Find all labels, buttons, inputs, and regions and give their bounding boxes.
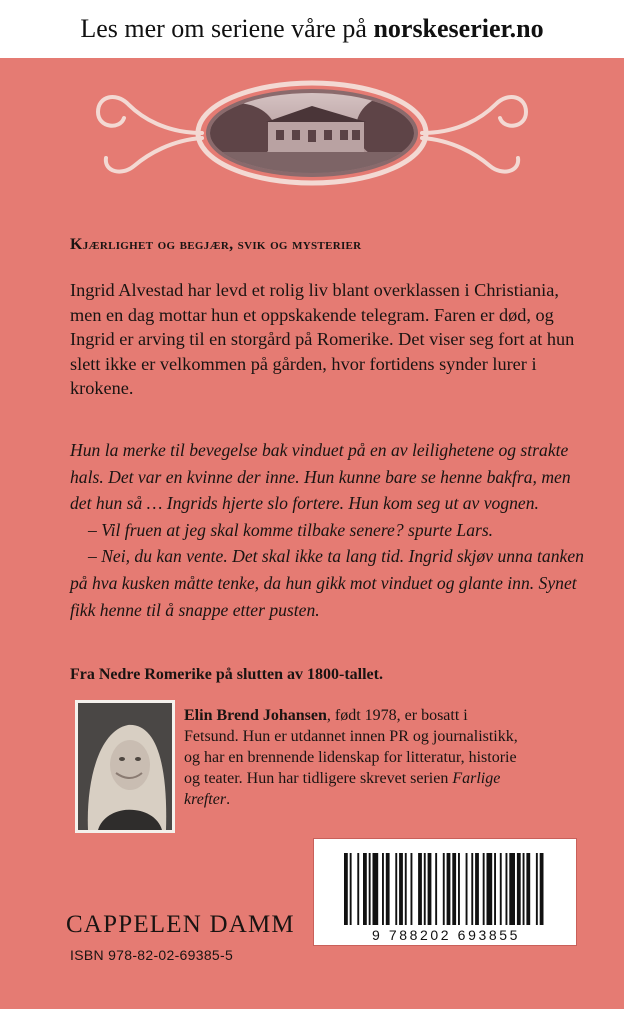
- ornament-frame: [86, 78, 538, 188]
- excerpt-paragraph: Hun la merke til bevegelse bak vinduet på en av leilighetene og strakte hals. Det var en kvinne der inne. Hun kunne bare se henne bakfra, men det hun så … Ingrids hjerte slo fortere. Hun kom seg ut av vognen.: [70, 440, 571, 514]
- author-portrait-icon: [78, 703, 172, 830]
- website-banner: [0, 0, 624, 58]
- bio-end: .: [226, 791, 231, 808]
- excerpt-dialogue: – Nei, du kan vente. Det skal ikke ta lang tid. Ingrid skjøv unna tanken på hva kusken måtte tenke, da hun gikk mot vinduet og glante inn. Synet fikk henne til å snappe etter pusten.: [70, 546, 584, 620]
- series-title: Farlige krefter: [184, 770, 501, 808]
- isbn-barcode: [313, 838, 577, 946]
- barcode-bars-icon: [314, 839, 578, 929]
- setting-line: Fra Nedre Romerike på slutten av 1800-tallet.: [70, 666, 383, 683]
- author-name: Elin Brend Johansen: [184, 707, 327, 724]
- author-bio-text: , født 1978, er bosatt i Fetsund. Hun er utdannet innen PR og journalistikk, og har en brennende lidenskap for litteratur, historie og teater. Hun har tidligere skrevet serien: [184, 707, 518, 787]
- banner-prefix: Les mer om seriene våre på: [80, 14, 367, 43]
- banner-site[interactable]: norskeserier.no: [373, 14, 544, 43]
- barcode-digits: 9 788202 693855: [372, 927, 520, 943]
- publisher-logo: CAPPELEN DAMM: [66, 911, 295, 938]
- author-bio: [184, 705, 524, 810]
- excerpt-dialogue: – Vil fruen at jeg skal komme tilbake senere? spurte Lars.: [88, 519, 494, 540]
- blurb-text: Ingrid Alvestad har levd et rolig liv blant overklassen i Christiania, men en dag mottar hun et oppskakende telegram. Faren er død, og Ingrid er arving til en storgård på Romerike. Det viser seg fort at hun slett ikke er velkommen på gården, hvor fortidens synder lurer i krokene.: [70, 280, 575, 398]
- tagline: Kjærlighet og begjær, svik og mysterier: [70, 236, 362, 253]
- excerpt: [70, 437, 594, 623]
- author-photo: [75, 700, 175, 833]
- isbn-text: ISBN 978-82-02-69385-5: [70, 947, 234, 963]
